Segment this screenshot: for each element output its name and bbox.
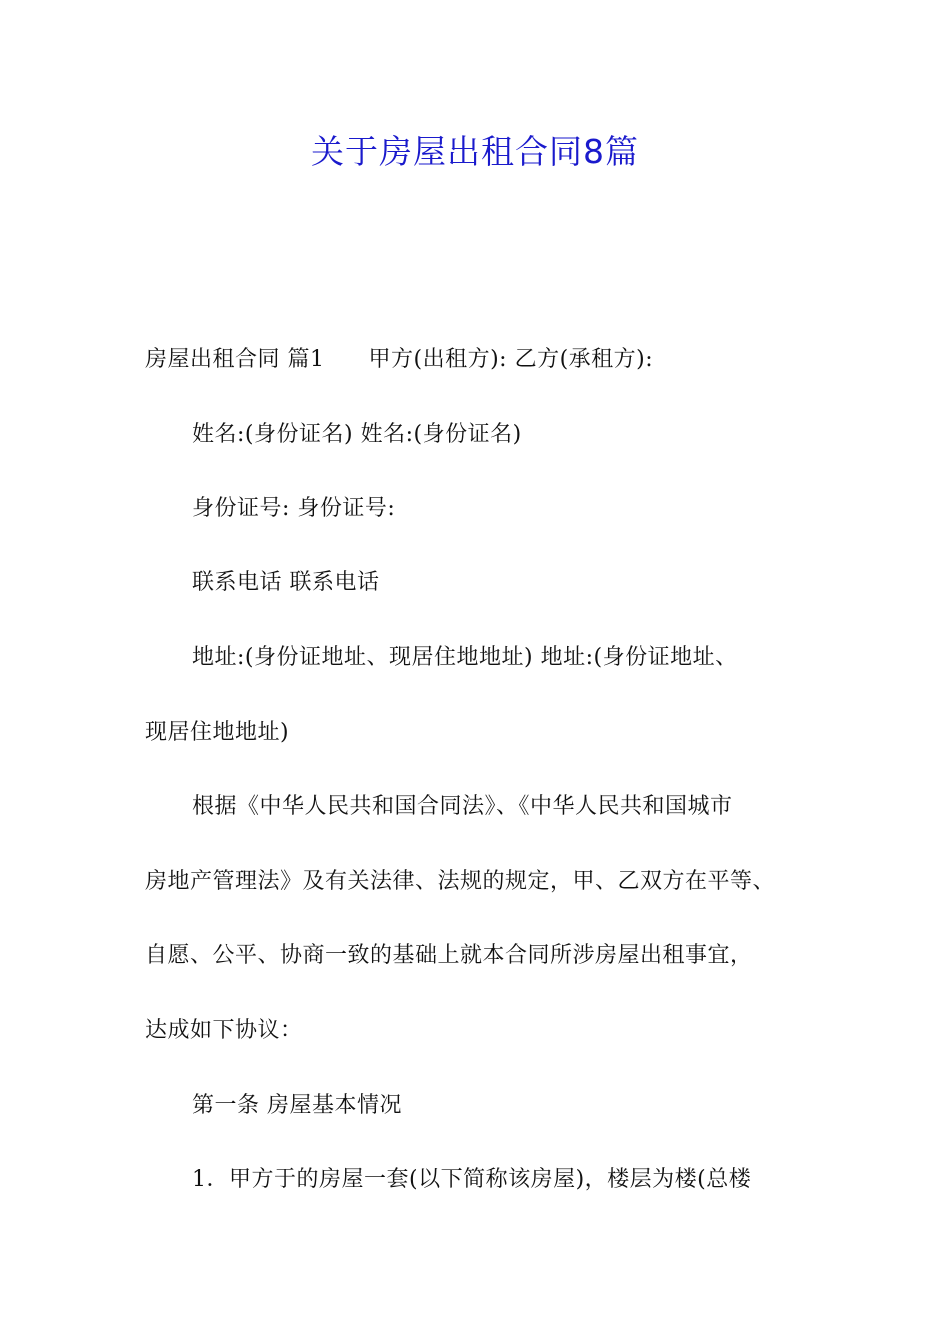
paragraph-line: 现居住地地址): [145, 720, 290, 745]
paragraph-line: 身份证号: 身份证号:: [192, 496, 396, 521]
paragraph-line: 达成如下协议：: [145, 1018, 303, 1043]
paragraph-line: 房地产管理法》及有关法律、法规的规定，甲、乙双方在平等、: [145, 869, 776, 894]
paragraph-line: 自愿、公平、协商一致的基础上就本合同所涉房屋出租事宜，: [145, 943, 753, 968]
contract-heading: 房屋出租合同 篇1: [145, 347, 325, 372]
section-heading: 第一条 房屋基本情况: [192, 1093, 402, 1118]
paragraph-line-heading: [145, 345, 653, 375]
paragraph-line: 姓名:(身份证名) 姓名:(身份证名): [192, 422, 522, 447]
document-title: 关于房屋出租合同8篇: [311, 132, 639, 171]
paragraph-line: 地址:(身份证地址、现居住地地址) 地址:(身份证地址、: [192, 645, 738, 670]
paragraph-line: 1．甲方于的房屋一套(以下简称该房屋)，楼层为楼(总楼: [192, 1167, 752, 1192]
parties-label: 甲方(出租方): 乙方(承租方):: [368, 347, 654, 372]
paragraph-line: 根据《中华人民共和国合同法》、《中华人民共和国城市: [192, 794, 733, 819]
paragraph-line: 联系电话 联系电话: [192, 570, 380, 595]
